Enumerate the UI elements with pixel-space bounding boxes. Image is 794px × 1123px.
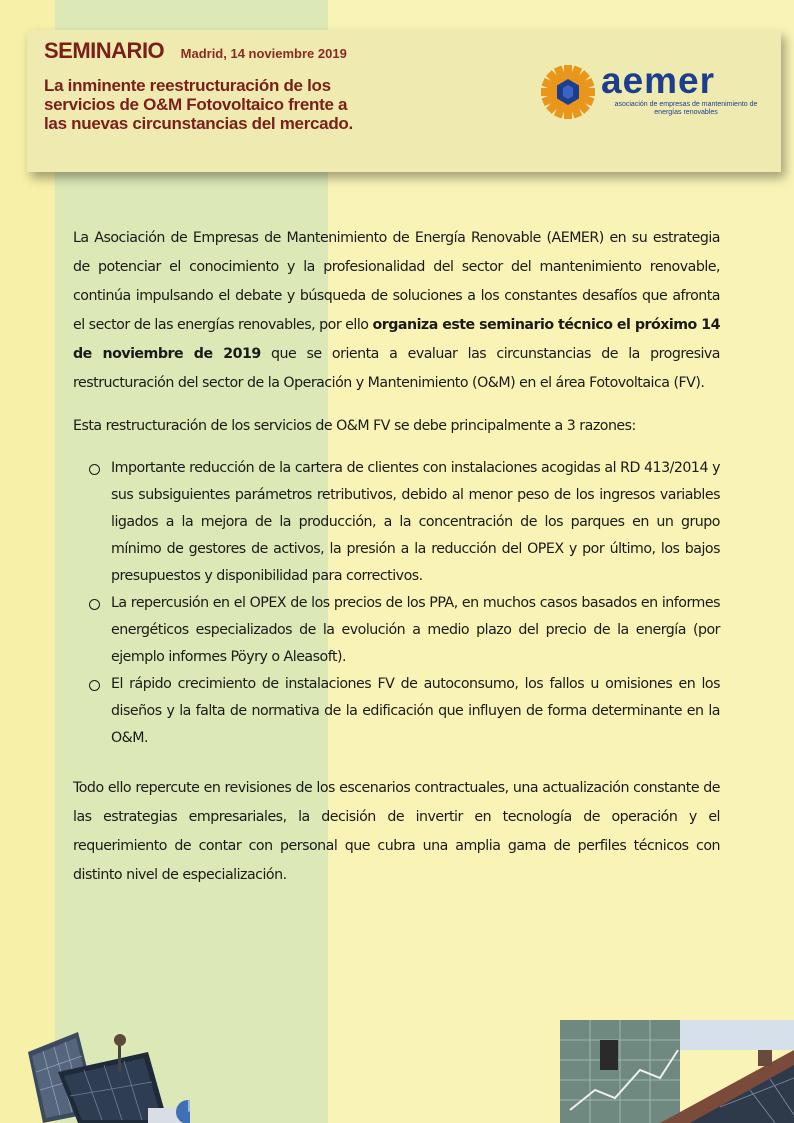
header-top-line [44,38,347,64]
aemer-logo [539,61,774,125]
rooftop-solar-image [560,1020,794,1123]
intro-paragraph [73,224,720,398]
list-item-text: El rápido crecimiento de instalaciones FV de autoconsumo, los fallos u omisiones en los diseños y la falta de normativa de la edificación que influyen de forma determinante en la O&M. [111,676,720,746]
list-item [89,590,720,671]
solar-panels-image [18,1012,190,1123]
reasons-intro: Esta restructuración de los servicios de O&M FV se debe principalmente a 3 razones: [73,418,636,434]
gear-icon [539,63,597,121]
seminar-label: SEMINARIO [44,38,165,63]
seminar-date: Madrid, 14 noviembre 2019 [180,46,347,61]
intro-text-a: La Asociación de Empresas de Mantenimiento de Energía Renovable (AEMER) en su estrategia de potenciar el conocimiento y la profesionalidad del sector del mantenimiento renovable, continúa impulsando el debate y búsqueda de soluciones a los constantes desafíos que afronta el sector de las energías renovables, por ello [73,230,720,333]
list-item [89,455,720,590]
list-item-text: La repercusión en el OPEX de los precios de los PPA, en muchos casos basados en informes energéticos especializados de la evolución a medio plazo del precio de la energía (por ejemplo informes Pöyry o Aleasoft). [111,595,720,665]
logo-subtitle: asociación de empresas de mantenimiento de energías renovables [614,101,758,116]
body-text [73,224,720,890]
reasons-list [73,455,720,752]
list-item [89,671,720,752]
seminar-title: La inminente reestructuración de los servicios de O&M Fotovoltaico frente a las nuevas circunstancias del mercado. [44,76,353,133]
logo-wordmark: aemer [601,60,716,101]
closing-paragraph: Todo ello repercute en revisiones de los escenarios contractuales, una actualización constante de las estrategias empresariales, la decisión de invertir en tecnología de operación y el requerimiento de contar con personal que cubra una amplia gama de perfiles técnicos con distinto nivel de especialización. [73,780,720,883]
circle-bullet-icon [89,680,100,691]
intro-text-bold: organiza este seminario técnico el próximo 14 de noviembre de 2019 [73,317,720,362]
circle-bullet-icon [89,464,100,475]
circle-bullet-icon [89,599,100,610]
header-box [27,30,781,172]
intro-text-b: que se orienta a evaluar las circunstancias de la progresiva restructuración del sector de la Operación y Mantenimiento (O&M) en el área Fotovoltaica (FV). [73,346,721,391]
list-item-text: Importante reducción de la cartera de clientes con instalaciones acogidas al RD 413/2014 y sus subsiguientes parámetros retributivos, debido al menor peso de los ingresos variables ligados a la mejora de la producción, a la concentración de los parques en un grupo mínimo de gestores de activos, la presión a la reducción del OPEX y por último, los bajos presupuestos y disponibilidad para correctivos. [111,460,720,584]
